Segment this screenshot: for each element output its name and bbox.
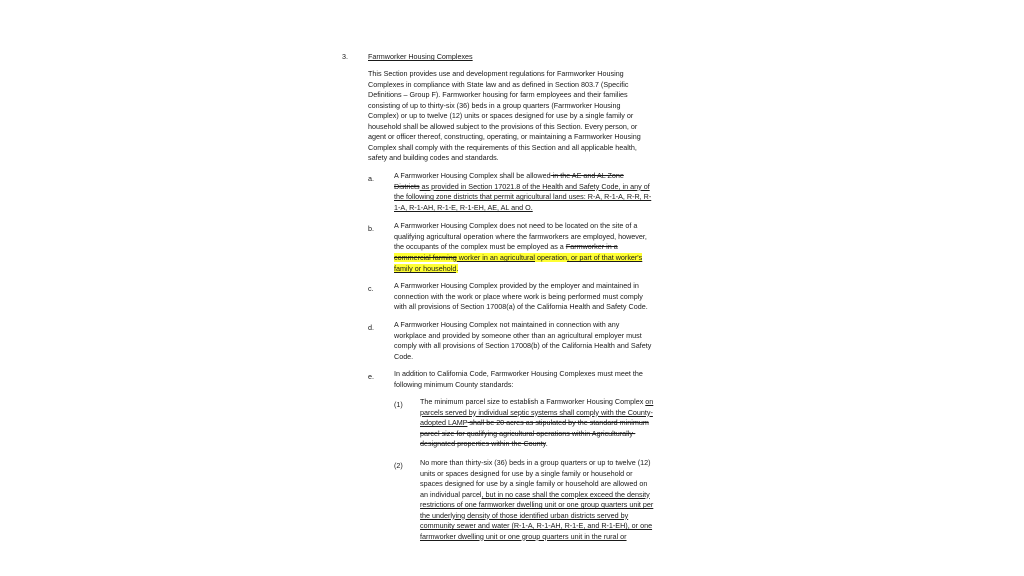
- section-title: Farmworker Housing Complexes: [368, 52, 473, 61]
- item-marker: b.: [368, 224, 374, 233]
- inserted-text: , but in no case shall the complex exceed the density: [481, 489, 650, 499]
- plain-text: .: [545, 439, 548, 448]
- item-line: [394, 264, 458, 274]
- item-marker: e.: [368, 372, 374, 381]
- item-line: following minimum County standards:: [394, 379, 514, 389]
- deleted-text: shall be 20 acres as stipulated by the standard minimum: [467, 418, 649, 427]
- inserted-text: farmworker dwelling unit or one group quarters unit in the rural or: [420, 531, 627, 541]
- inserted-text: adopted LAMP: [420, 418, 468, 427]
- item-line: A Farmworker Housing Complex does not need to be located on the site of a: [394, 221, 638, 230]
- item-line: [394, 242, 618, 252]
- deleted-text: Districts: [394, 181, 420, 191]
- item-line: comply with all provisions of Section 17008(b) of the California Health and Safety: [394, 341, 652, 350]
- item-line: [420, 397, 653, 407]
- intro-line: consisting of up to thirty-six (36) beds in a group quarters (Farmworker Housing: [368, 100, 621, 110]
- section-number: 3.: [342, 52, 348, 61]
- item-marker: c.: [368, 284, 374, 293]
- item-line: [394, 253, 642, 263]
- deleted-text: designated properties within the County: [420, 439, 546, 448]
- deleted-text: commercial farming: [394, 253, 457, 262]
- inserted-text: parcels served by individual septic systems shall comply with the County-: [420, 407, 653, 417]
- item-line: [394, 171, 624, 181]
- item-line: spaces designed for use by a single family or household are allowed on: [420, 479, 648, 488]
- sub-item-marker: (1): [394, 400, 403, 409]
- intro-line: safety and building codes and standards.: [368, 153, 499, 162]
- item-line: units or spaces designed for use by a single family or household or: [420, 468, 633, 478]
- intro-line: Complex) or up to twelve (12) units or spaces designed for use by a single family or: [368, 111, 634, 120]
- intro-line: Definitions – Group F). Farmworker housing for farm employees and their families: [368, 90, 628, 99]
- item-line: [420, 439, 548, 449]
- inserted-text: community sewer and water (R-1-A, R-1-AH, R-1-E, and R-1-EH), or one: [420, 521, 653, 530]
- intro-line: Complexes in compliance with State law and as defined in Section 803.7 (Specific: [368, 79, 629, 89]
- item-line: workplace and provided by someone other than an agricultural employer must: [394, 330, 642, 340]
- item-line: [420, 418, 649, 428]
- inserted-text: as provided in Section 17021.8 of the Health and Safety Code, in any of: [419, 181, 650, 191]
- item-line: [420, 490, 650, 500]
- item-line: A Farmworker Housing Complex not maintained in connection with any: [394, 320, 620, 329]
- inserted-text: family or household: [394, 264, 457, 273]
- inserted-text: on: [645, 397, 654, 406]
- sub-item-marker: (2): [394, 461, 403, 470]
- intro-line: Complex shall comply with the requirements of this Section and all applicable health,: [368, 142, 637, 152]
- deleted-text: parcel size for qualifying agricultural operations within Agriculturally-: [420, 428, 636, 438]
- deleted-text: in the AE and AL Zone: [550, 171, 624, 180]
- inserted-text: restrictions of one farmworker dwelling unit or one group quarters unit per: [420, 500, 654, 509]
- item-line: In addition to California Code, Farmworker Housing Complexes must meet the: [394, 369, 643, 378]
- item-marker: d.: [368, 323, 374, 332]
- plain-text: The minimum parcel size to establish a Farmworker Housing Complex: [420, 397, 646, 406]
- item-line: Code.: [394, 351, 414, 361]
- plain-text: A Farmworker Housing Complex shall be allowed: [394, 171, 551, 180]
- intro-line: agent or officer thereof, constructing, operating, or maintaining a Farmworker Housing: [368, 132, 641, 141]
- item-marker: a.: [368, 174, 374, 183]
- plain-text: .: [456, 264, 459, 273]
- plain-text: operation: [535, 253, 567, 262]
- deleted-text: Farmworker in a: [565, 242, 618, 251]
- item-line: [394, 182, 650, 192]
- intro-line: household shall be allowed subject to the provisions of this Section. Every person, or: [368, 121, 638, 131]
- item-line: connection with the work or place where work is being performed must comply: [394, 291, 643, 301]
- inserted-text: , or part of that worker's: [567, 253, 643, 262]
- item-line: A Farmworker Housing Complex provided by the employer and maintained in: [394, 281, 639, 290]
- item-line: with all provisions of Section 17008(a) of the California Health and Safety Code.: [394, 302, 648, 311]
- inserted-text: 1-A, R-1-AH, R-1-E, R-1-EH, AE, AL and O.: [394, 202, 533, 212]
- inserted-text: worker in an agricultural: [456, 253, 536, 262]
- item-line: qualifying agricultural operation where the farmworkers are employed, however,: [394, 231, 647, 241]
- inserted-text: the following zone districts that permit agricultural land uses: R-A, R-1-A, R-R, R-: [394, 192, 652, 201]
- inserted-text: the underlying density of those identified urban districts served by: [420, 510, 629, 520]
- plain-text: an individual parcel: [420, 489, 482, 499]
- item-line: No more than thirty-six (36) beds in a group quarters or up to twelve (12): [420, 458, 651, 467]
- plain-text: the occupants of the complex must be employed as a: [394, 242, 566, 251]
- intro-line: This Section provides use and development regulations for Farmworker Housing: [368, 69, 624, 78]
